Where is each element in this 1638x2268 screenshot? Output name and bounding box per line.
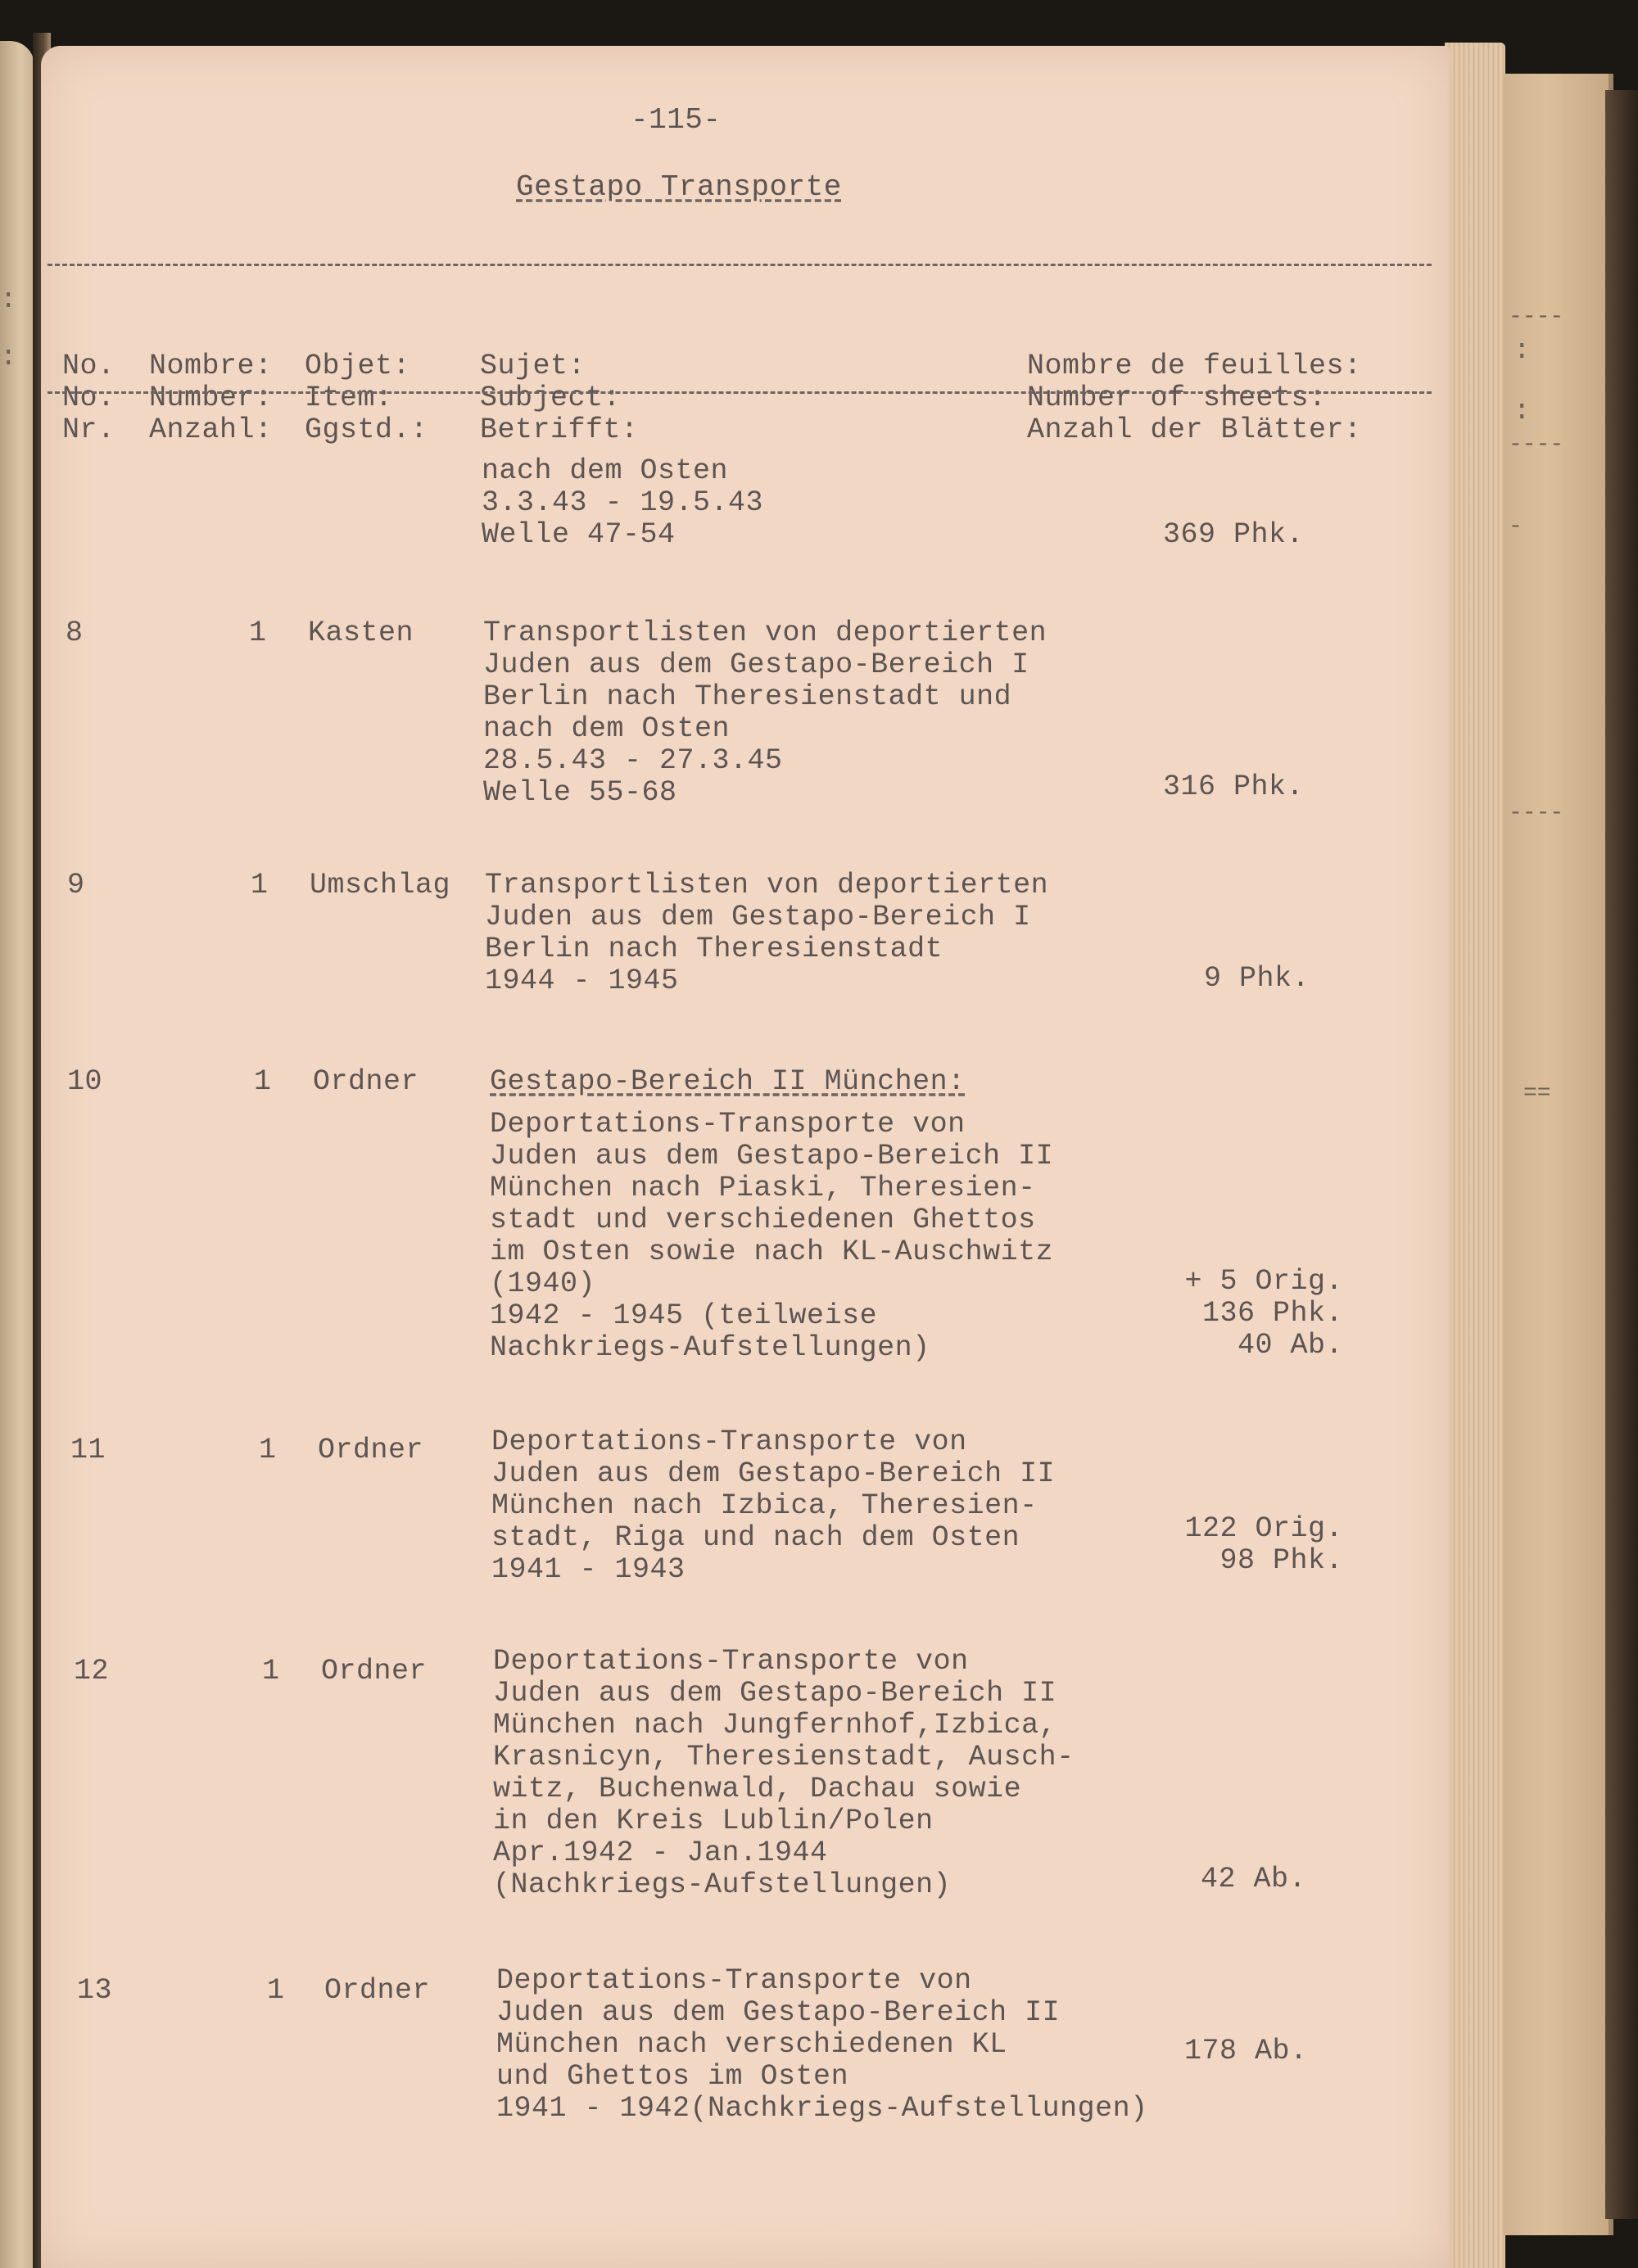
entry-item: Ordner (324, 1974, 431, 2007)
left-edge-colon: : (0, 342, 17, 373)
entry-no: 12 (74, 1655, 110, 1687)
entry-number: 1 (262, 1655, 280, 1687)
entry-subject: Transportlisten von deportierten Juden aus dem Gestapo-Bereich I Berlin nach Theresienstadt und nach dem Osten 28.5.43 - 27.3.45 Welle 55-68 (483, 617, 1048, 809)
left-page-edge (0, 41, 34, 2268)
entry-number: 1 (259, 1434, 277, 1466)
entry-sheets: 369 Phk. (1163, 518, 1305, 551)
book-cover-edge (1605, 90, 1638, 2219)
edge-colon-mark: : (1514, 396, 1531, 427)
entry-item: Umschlag (310, 869, 451, 901)
page-number: -115- (631, 103, 722, 137)
entry-no: 11 (70, 1434, 106, 1466)
entry-sheets: 316 Phk. (1163, 770, 1305, 803)
entry-number: 1 (254, 1065, 272, 1098)
entry-sheets: 178 Ab. (1184, 2035, 1308, 2067)
page-title: Gestapo Transporte (516, 170, 842, 204)
entry-item: Ordner (318, 1434, 424, 1466)
entry-item: Ordner (313, 1065, 419, 1098)
entry-sheets: 42 Ab. (1201, 1863, 1307, 1895)
entry-no: 13 (77, 1974, 113, 2007)
entry-subject: Deportations-Transporte von Juden aus dem Gestapo-Bereich II München nach verschiedenen KL und Ghettos im Osten 1941 - 1942(Nachkriegs-Aufstellungen) (496, 1964, 1148, 2125)
header-rule-bottom (48, 391, 1432, 394)
page-stack-edge (1445, 43, 1505, 2268)
entry-subject: Transportlisten von deportierten Juden aus dem Gestapo-Bereich I Berlin nach Theresienstadt 1944 - 1945 (485, 869, 1049, 997)
entry-item: Kasten (308, 617, 414, 649)
column-heading-number: Nombre: Number: Anzahl: (149, 350, 273, 446)
entry-subject-heading: Gestapo-Bereich II München: (490, 1065, 966, 1098)
edge-dash-mark: ---- (1509, 305, 1564, 330)
entry-number: 1 (267, 1974, 285, 2007)
entry-no: 10 (67, 1065, 103, 1098)
column-heading-subject: Sujet: Subject: Betrifft: (480, 350, 639, 446)
edge-dash-mark: ---- (1509, 432, 1564, 458)
column-heading-item: Objet: Item: Ggstd.: (305, 350, 428, 446)
entry-subject: Deportations-Transporte von Juden aus dem Gestapo-Bereich II München nach Izbica, Theresien- stadt, Riga und nach dem Osten 1941 - 1943 (491, 1425, 1056, 1586)
entry-subject: nach dem Osten 3.3.43 - 19.5.43 Welle 47-54 (482, 454, 764, 551)
entry-number: 1 (251, 869, 269, 901)
edge-dash-mark: == (1523, 1081, 1551, 1106)
edge-dash-mark: - (1509, 514, 1523, 540)
entry-no: 8 (66, 617, 84, 649)
entry-sheets: 122 Orig. 98 Phk. (1184, 1512, 1343, 1577)
header-rule-top (48, 264, 1432, 266)
entry-item: Ordner (321, 1655, 428, 1687)
entry-sheets: + 5 Orig. 136 Phk. 40 Ab. (1184, 1265, 1343, 1362)
left-edge-colon: : (0, 285, 17, 316)
entry-subject: Deportations-Transporte von Juden aus dem Gestapo-Bereich II München nach Piaski, Theresien- stadt und verschiedenen Ghettos im Osten sowie nach KL-Auschwitz (1940) 1942 - 1945 (teilweise Nachkriegs-Aufstellungen) (490, 1108, 1054, 1364)
entry-sheets: 9 Phk. (1204, 962, 1310, 995)
edge-dash-mark: ---- (1509, 801, 1564, 826)
column-heading-no: No. No. Nr. (62, 350, 115, 446)
edge-colon-mark: : (1514, 336, 1531, 367)
column-heading-sheets: Nombre de feuilles: Number of sheets: Anzahl der Blätter: (1027, 350, 1362, 446)
entry-number: 1 (249, 617, 267, 649)
entry-subject: Deportations-Transporte von Juden aus dem Gestapo-Bereich II München nach Jungfernhof,Izbica, Krasnicyn, Theresienstadt, Ausch- witz, Buchenwald, Dachau sowie in den Kreis Lublin/Polen Apr.1942 - Jan.1944 (Nachkriegs-Aufstellungen) (493, 1645, 1075, 1901)
entry-no: 9 (67, 869, 85, 901)
